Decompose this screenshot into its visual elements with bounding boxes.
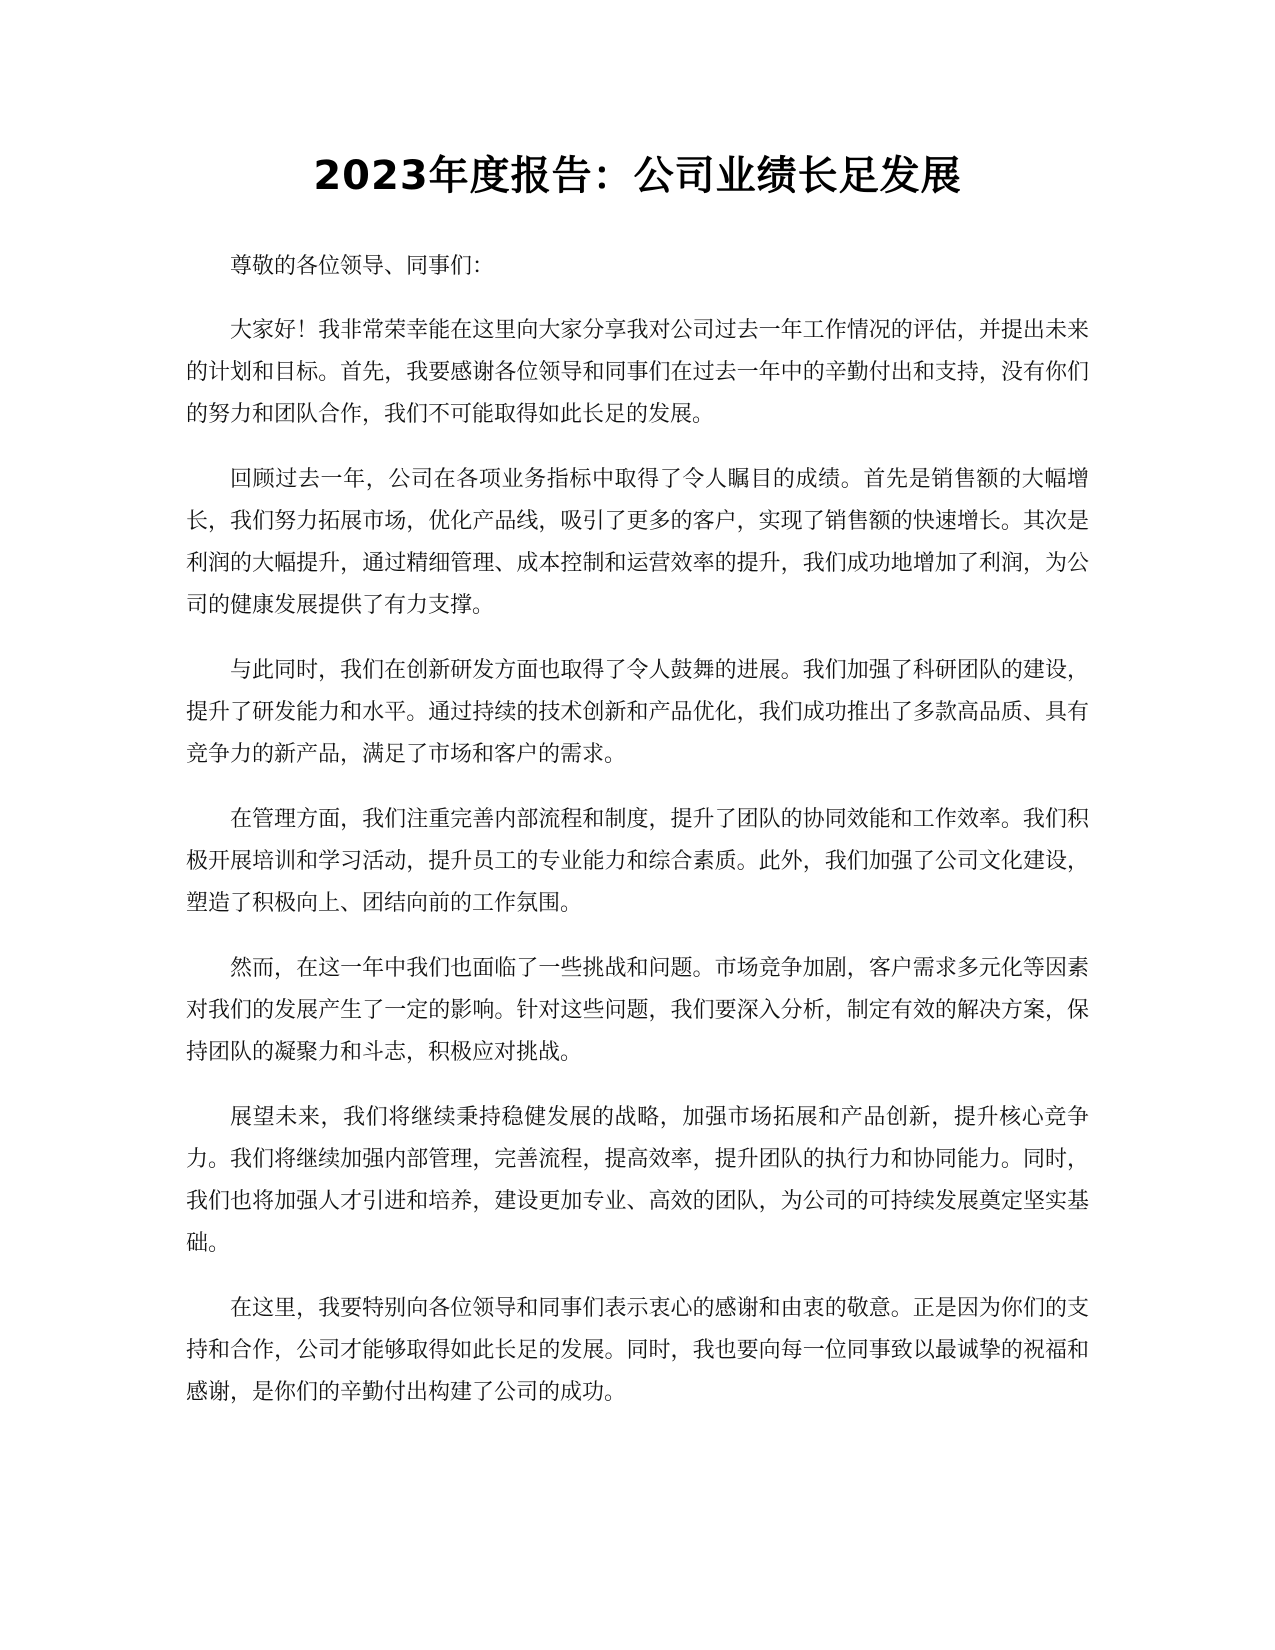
paragraph-challenges: 然而，在这一年中我们也面临了一些挑战和问题。市场竞争加剧，客户需求多元化等因素对我们的发展产生了一定的影响。针对这些问题，我们要深入分析，制定有效的解决方案，保持团队的凝聚力和斗志，积极应对挑战。: [186, 956, 1089, 1065]
document-title: 2023年度报告：公司业绩长足发展: [313, 153, 962, 199]
paragraph-outlook: 展望未来，我们将继续秉持稳健发展的战略，加强市场拓展和产品创新，提升核心竞争力。我们将继续加强内部管理，完善流程，提高效率，提升团队的执行力和协同能力。同时，我们也将加强人才引进和培养，建设更加专业、高效的团队，为公司的可持续发展奠定坚实基础。: [186, 1105, 1089, 1256]
paragraph-review: 回顾过去一年，公司在各项业务指标中取得了令人瞩目的成绩。首先是销售额的大幅增长，我们努力拓展市场，优化产品线，吸引了更多的客户，实现了销售额的快速增长。其次是利润的大幅提升，通过精细管理、成本控制和运营效率的提升，我们成功地增加了利润，为公司的健康发展提供了有力支撑。: [186, 467, 1089, 618]
paragraph-thanks: 在这里，我要特别向各位领导和同事们表示衷心的感谢和由衷的敬意。正是因为你们的支持和合作，公司才能够取得如此长足的发展。同时，我也要向每一位同事致以最诚挚的祝福和感谢，是你们的辛勤付出构建了公司的成功。: [186, 1296, 1089, 1405]
paragraph-management: 在管理方面，我们注重完善内部流程和制度，提升了团队的协同效能和工作效率。我们积极开展培训和学习活动，提升员工的专业能力和综合素质。此外，我们加强了公司文化建设，塑造了积极向上、团结向前的工作氛围。: [186, 807, 1089, 916]
document-body: [186, 246, 1089, 1437]
paragraph-greeting: 大家好！我非常荣幸能在这里向大家分享我对公司过去一年工作情况的评估，并提出未来的计划和目标。首先，我要感谢各位领导和同事们在过去一年中的辛勤付出和支持，没有你们的努力和团队合作，我们不可能取得如此长足的发展。: [186, 318, 1089, 427]
paragraph-innovation: 与此同时，我们在创新研发方面也取得了令人鼓舞的进展。我们加强了科研团队的建设，提升了研发能力和水平。通过持续的技术创新和产品优化，我们成功推出了多款高品质、具有竞争力的新产品，满足了市场和客户的需求。: [186, 658, 1089, 767]
salutation: 尊敬的各位领导、同事们：: [230, 254, 495, 279]
